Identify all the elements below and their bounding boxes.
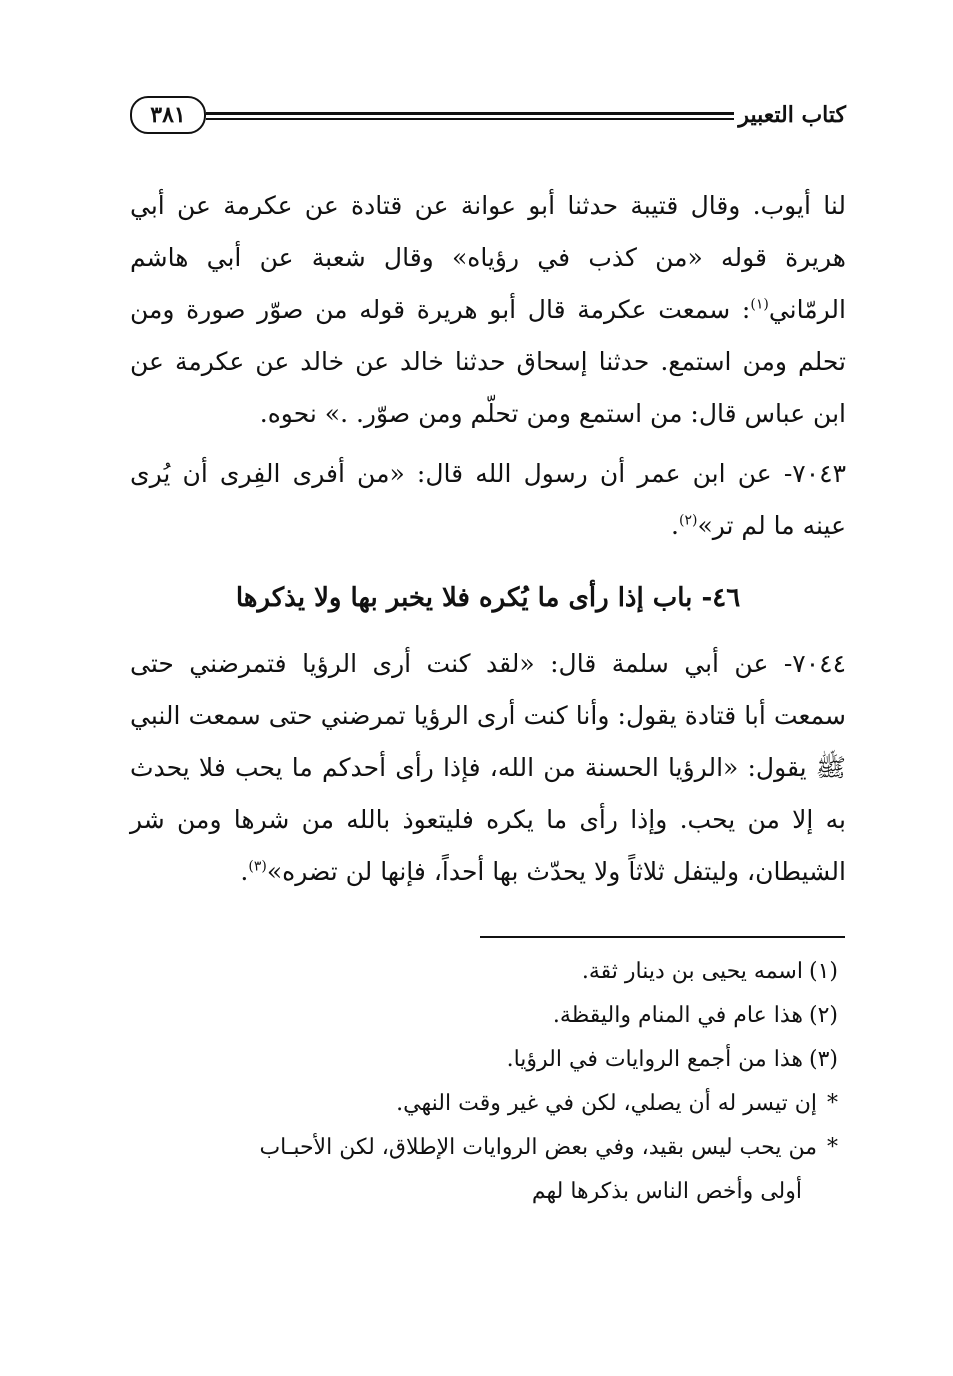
page-number: ٣٨١	[130, 96, 206, 134]
footnote-number: (١)	[808, 959, 838, 984]
paragraph-1-text: لنا أيوب. وقال قتيبة حدثنا أبو عوانة عن قتادة عن عكرمة عن أبي هريرة قوله «من كذب في رؤياه» وقال شعبة عن أبي هاشم الرمّاني	[130, 191, 846, 324]
paragraph-1-text-2: : سمعت عكرمة قال أبو هريرة قوله من صوّر صورة ومن تحلم ومن استمع. حدثنا إسحاق حدثنا خالد عن خالد عن عكرمة عن ابن عباس قال: من استمع ومن تحلّم ومن صوّر. .» نحوه.	[130, 295, 846, 428]
footnote-text: هذا من أجمع الروايات في الرؤيا.	[506, 1047, 803, 1072]
paragraph-2	[130, 448, 846, 552]
note-text: إن تيسر له أن يصلي، لكن في غير وقت النهي.	[396, 1091, 817, 1116]
footnote-text: اسمه يحيى بن دينار ثقة.	[581, 959, 803, 984]
paragraph-3-text: ٧٠٤٤- عن أبي سلمة قال: «لقد كنت أرى الرؤيا فتمرضني حتى سمعت أبا قتادة يقول: وأنا كنت أرى الرؤيا تمرضني حتى سمعت النبي ﷺ يقول: «الرؤيا الحسنة من الله، فإذا رأى أحدكم ما يحب فلا يحدث به إلا من يحب. وإذا رأى ما يكره فليتعوذ بالله من شرها ومن شر الشيطان، وليتفل ثلاثاً ولا يحدّث بها أحداً، فإنها لن تضره»	[130, 649, 846, 886]
paragraph-3	[130, 638, 846, 898]
chapter-title: ٤٦- باب إذا رأى ما يُكره فلا يخبر بها ولا يذكرها	[235, 583, 741, 613]
header-rule	[206, 112, 734, 120]
footnote-ref-1: (١)	[750, 296, 769, 313]
asterisk-icon: *	[827, 1135, 838, 1160]
footnote-item	[130, 1038, 846, 1082]
footnote-text: هذا عام في المنام واليقظة.	[552, 1003, 803, 1028]
asterisk-icon: *	[827, 1091, 838, 1116]
editor-note	[130, 1082, 846, 1126]
footnote-ref-2: (٢)	[678, 512, 698, 529]
footnote-item	[130, 950, 846, 994]
footnote-number: (٣)	[808, 1047, 838, 1072]
note-text: من يحب ليس بقيد، وفي بعض الروايات الإطلاق، لكن الأحبـاب	[259, 1135, 817, 1160]
paragraph-3-end: .	[240, 857, 249, 886]
paragraph-2-end: .	[671, 511, 679, 540]
footnotes	[130, 950, 846, 1214]
paragraph-1	[130, 180, 846, 440]
book-title: كتاب التعبير	[738, 102, 846, 128]
footnote-divider	[480, 936, 845, 938]
main-text	[130, 180, 846, 906]
footnote-number: (٢)	[808, 1003, 838, 1028]
page-header	[130, 90, 846, 140]
footnote-item	[130, 994, 846, 1038]
editor-note	[130, 1126, 846, 1170]
note-continuation: أولى وأخص الناس بذكرها لهم	[531, 1179, 802, 1204]
paragraph-2-text: ٧٠٤٣- عن ابن عمر أن رسول الله قال: «من أفرى الفِرى أن يُرى عينه ما لم تر»	[130, 459, 846, 540]
footnote-ref-3: (٣)	[248, 858, 267, 875]
